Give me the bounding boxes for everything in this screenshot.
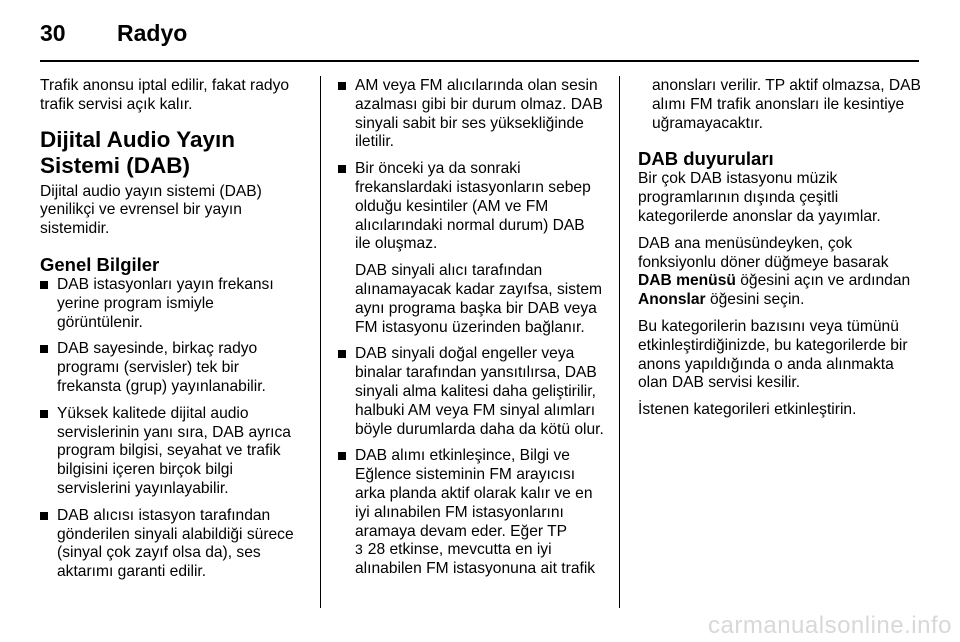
- list-item: AM veya FM alıcılarında olan sesin azalması gibi bir durum olmaz. DAB sinyali sabit bir ses yüksekliğinde iletilir.: [338, 77, 604, 152]
- column-divider-1: [320, 76, 321, 608]
- bullet-square-icon: [40, 281, 48, 289]
- continued-paragraph: anonsları verilir. TP aktif olmazsa, DAB alımı FM trafik anonsları ile kesintiye uğramayacaktır.: [652, 77, 921, 132]
- column-2: [338, 77, 604, 587]
- menu-name-dab-menu: DAB menüsü: [638, 272, 736, 290]
- column-1: [40, 77, 302, 590]
- chapter-title: Radyo: [117, 20, 188, 46]
- paragraph: Bu kategorilerin bazısını veya tümünü etkinleştirdiğinizde, bu kategorilerde bir anons yapıldığında o anda alınmakta olan DAB servisi kesilir.: [638, 317, 908, 392]
- dab-features-list-continued: [338, 345, 604, 579]
- bullet-square-icon: [40, 512, 48, 520]
- list-item: DAB alıcısı istasyon tarafından gönderilen sinyali alabildiği sürece (sinyal çok zayıf olsa da), ses aktarımı garanti edilir.: [40, 507, 302, 582]
- page-reference-arrow-icon: 3: [355, 541, 363, 558]
- paragraph: DAB ana menüsündeyken, çok fonksiyonlu döner düğmeye basarak DAB menüsü öğesini açın ve ardından Anonslar öğesini seçin.: [638, 234, 911, 309]
- bullet-square-icon: [40, 345, 48, 353]
- bullet-square-icon: [338, 165, 346, 173]
- paragraph: İstenen kategorileri etkinleştirin.: [638, 401, 857, 419]
- list-item-paragraph: DAB sinyali alıcı tarafından alınamayacak kadar zayıfsa, sistem aynı programa başka bir DAB veya FM istasyonu üzerinden bağlanır.: [355, 262, 603, 336]
- list-item: Yüksek kalitede dijital audio servislerinin yanı sıra, DAB ayrıca program bilgisi, seyahat ve trafik bilgisini içeren birçok bilgi servislerini yayınlayabilir.: [40, 405, 302, 499]
- column-divider-2: [619, 76, 620, 608]
- page-reference-link[interactable]: 28 etkinse, mevcutta en iyi alınabilen FM istasyonuna ait trafik: [355, 541, 596, 578]
- subsection-title-dab-announcements: DAB duyuruları: [638, 148, 774, 170]
- list-item: DAB sinyali doğal engeller veya binalar tarafından yansıtılırsa, DAB sinyali alma kalitesi daha geliştirilir, halbuki AM veya FM sinyal alımları böyle durumlarda daha da kötü olur.: [338, 345, 604, 439]
- section-title: Dijital Audio Yayın Sistemi (DAB): [40, 126, 236, 178]
- list-item: Bir önceki ya da sonraki frekanslardaki istasyonların sebep olduğu kesintiler (AM ve FM alıcılarındaki normal durum) DAB ile oluşmaz.: [338, 160, 604, 254]
- paragraph: Bir çok DAB istasyonu müzik programlarının dışında çeşitli kategorilerde anonslar da yayımlar.: [638, 170, 881, 225]
- dab-features-list: [338, 77, 604, 254]
- bullet-square-icon: [338, 82, 346, 90]
- general-info-list: [40, 276, 302, 582]
- section-intro: Dijital audio yayın sistemi (DAB) yenilikçi ve evrensel bir yayın sistemidir.: [40, 182, 262, 238]
- menu-item-announcements: Anonslar: [638, 291, 706, 309]
- bullet-square-icon: [338, 452, 346, 460]
- page-number: 30: [40, 20, 66, 46]
- header-rule: [40, 60, 919, 62]
- list-item: DAB sayesinde, birkaç radyo programı (servisler) tek bir frekansta (grup) yayınlanabilir.: [40, 340, 302, 396]
- bullet-square-icon: [40, 410, 48, 418]
- bullet-square-icon: [338, 350, 346, 358]
- watermark: carmanualsonline.info: [708, 612, 952, 639]
- intro-paragraph: Trafik anonsu iptal edilir, fakat radyo trafik servisi açık kalır.: [40, 77, 290, 113]
- column-3: [638, 77, 922, 428]
- list-item: DAB istasyonları yayın frekansı yerine program ismiyle görüntülenir.: [40, 276, 302, 332]
- list-item: DAB alımı etkinleşince, Bilgi ve Eğlence sisteminin FM arayıcısı arka planda aktif olarak kalır ve en iyi alınabilen FM istasyonlarını aramaya devam eder. Eğer TP 3 28 etkinse, mevcutta en iyi alınabilen FM istasyonuna ait trafik: [338, 447, 604, 579]
- subsection-title-general: Genel Bilgiler: [40, 253, 160, 275]
